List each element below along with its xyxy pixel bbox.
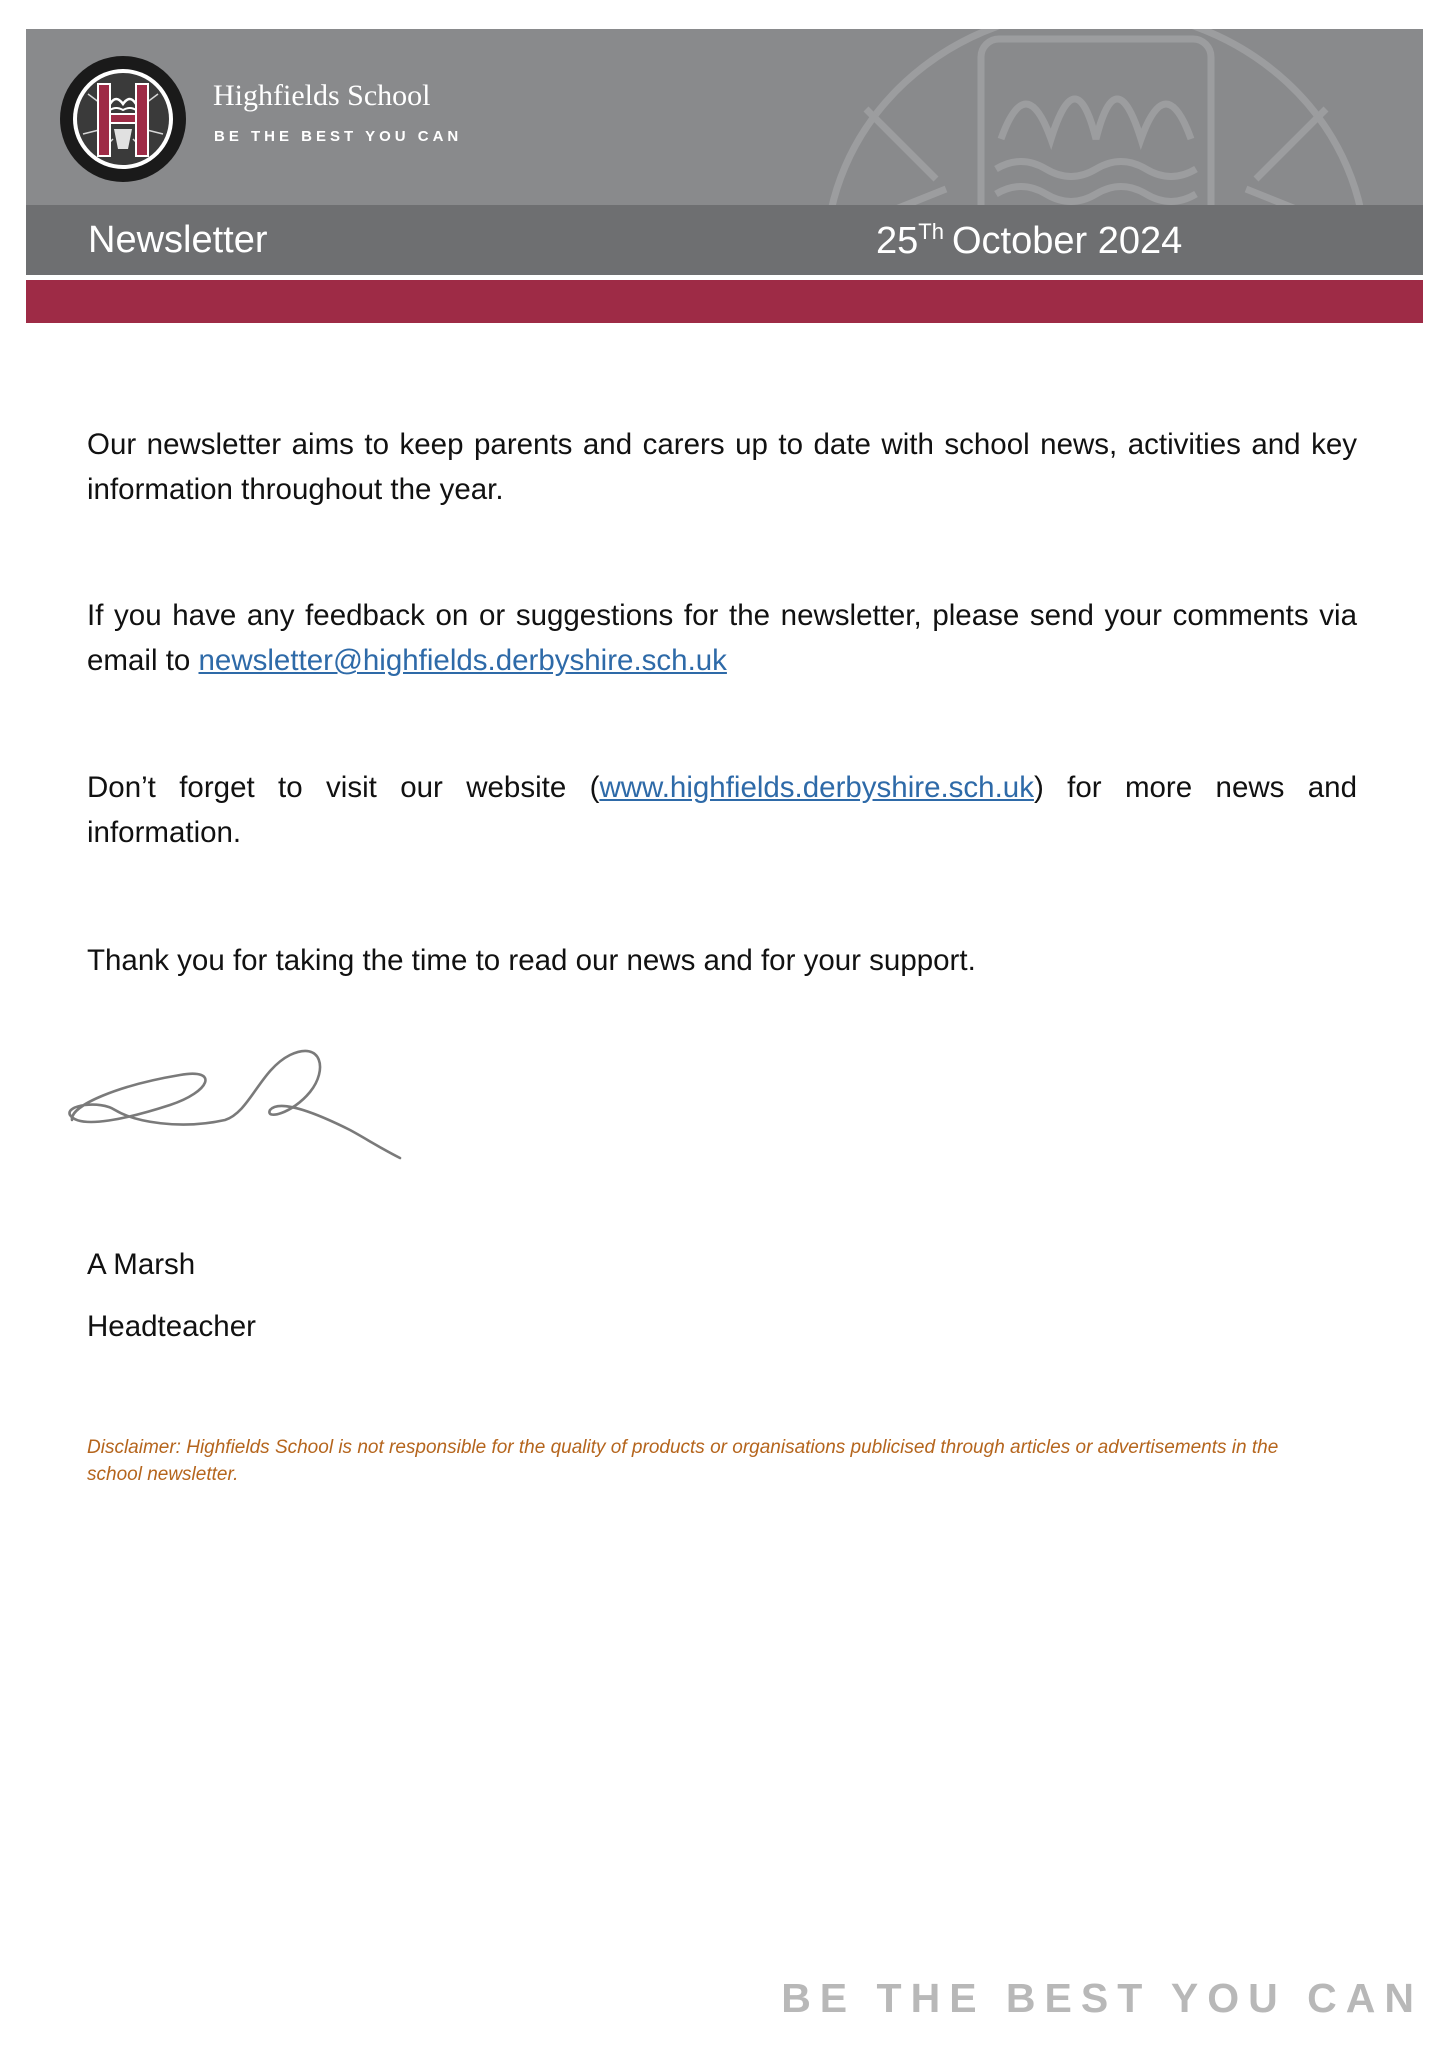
newsletter-title: Newsletter [88,219,268,261]
signature-image [60,1030,410,1180]
intro-paragraph: Our newsletter aims to keep parents and carers up to date with school news, activities and key information throughout the year. [87,428,1357,506]
feedback-text: If you have any feedback on or suggestions for the newsletter, please send your comments via email to [87,599,1357,677]
website-link[interactable]: www.highfields.derbyshire.sch.uk [599,771,1034,804]
newsletter-email-link[interactable]: newsletter@highfields.derbyshire.sch.uk [198,644,727,677]
accent-stripe [26,280,1423,323]
school-motto: BE THE BEST YOU CAN [214,128,463,145]
school-name: Highfields School [213,79,431,112]
website-text-before: Don’t forget to visit our website ( [87,771,600,804]
website-text-after: ) for more news and information. [87,771,1357,849]
footer-motto: BE THE BEST YOU CAN [781,1975,1423,2021]
date-month-year: October 2024 [951,220,1183,262]
signatory-name: A Marsh [87,1248,196,1281]
date-suffix: Th [918,219,944,244]
newsletter-date [876,219,1182,263]
feedback-paragraph [87,593,1357,683]
school-crest-icon [58,54,188,184]
header-banner [26,29,1423,323]
disclaimer-text: Disclaimer: Highfields School is not responsible for the quality of products or organisations publicised through articles or advertisements in the school newsletter. [87,1437,1279,1485]
thank-you-paragraph: Thank you for taking the time to read our news and for your support. [87,944,976,977]
date-day: 25 [876,220,919,262]
website-paragraph [87,765,1357,855]
signatory-role: Headteacher [87,1310,256,1343]
